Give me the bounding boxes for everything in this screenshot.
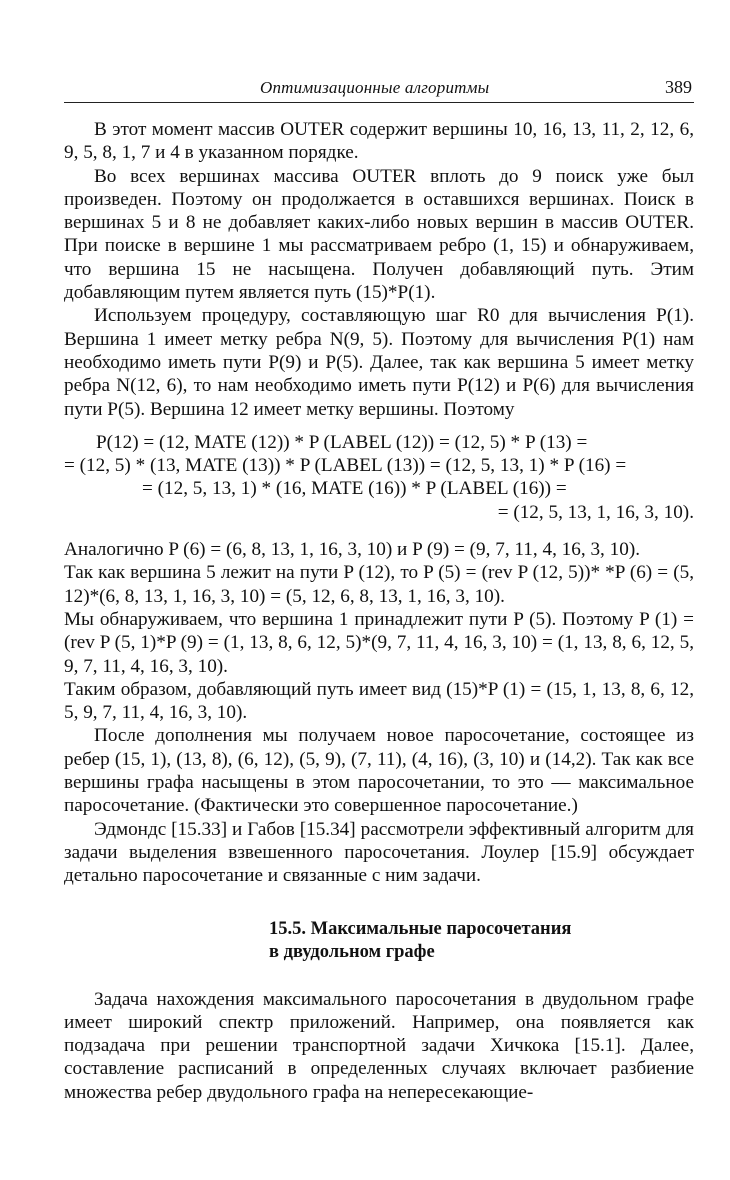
- equation-line: = (12, 5, 13, 1, 16, 3, 10).: [497, 501, 694, 523]
- paragraph-analogously: Аналогично P (6) = (6, 8, 13, 1, 16, 3, 10) и P (9) = (9, 7, 11, 4, 16, 3, 10).: [64, 539, 641, 561]
- paragraph-outer-array: В этот момент массив OUTER содержит вершины 10, 16, 13, 11, 2, 12, 6, 9, 5, 8, 1, 7 и 4 в указанном порядке.: [64, 119, 694, 164]
- paragraph-vertex-5: Так как вершина 5 лежит на пути P (12), то P (5) = (rev P (12, 5))* *P (6) = (5, 12)*(6, 8, 13, 1, 16, 3, 10) = (5, 12, 6, 8, 13, 1, 16, 3, 10).: [64, 562, 694, 607]
- equation-line: = (12, 5) * (13, MATE (13)) * P (LABEL (13)) = (12, 5, 13, 1) * P (16) =: [64, 455, 627, 477]
- paragraph-references: Эдмондс [15.33] и Габов [15.34] рассмотрели эффективный алгоритм для задачи выделения взвешенного паросочетания. Лоулер [15.9] обсуждает детально паросочетание и связанные с ним задачи.: [64, 818, 694, 887]
- section-heading-line-2: в двудольном графе: [269, 941, 435, 962]
- paragraph-vertex-1: Мы обнаруживаем, что вершина 1 принадлежит пути P (5). Поэтому P (1) = (rev P (5, 1)*P (9) = (1, 13, 8, 6, 12, 5)*(9, 7, 11, 4, 16, 3, 10) = (1, 13, 8, 6, 12, 5, 9, 7, 11, 4, 16, 3, 10).: [64, 608, 694, 677]
- equation-block: [64, 431, 694, 524]
- running-title: Оптимизационные алгоритмы: [260, 78, 490, 97]
- paragraph-r0-procedure: Используем процедуру, составляющую шаг R0 для вычисления P(1). Вершина 1 имеет метку ребра N(9, 5). Поэтому для вычисления P(1) нам необходимо иметь пути P(9) и P(5). Далее, так как вершина 5 имеет метку ребра N(12, 6), то нам необходимо иметь пути P(12) и P(6) для вычисления пути P(5). Вершина 12 имеет метку вершины. Поэтому: [64, 305, 694, 420]
- paragraph-bipartite-intro: Задача нахождения максимального паросочетания в двудольном графе имеет широкий спектр приложений. Например, она появляется как подзадача при решении транспортной задачи Хичкока [15.1]. Далее, составление расписаний в определенных случаях включает разбиение множества ребер двудольного графа на непересекающие-: [64, 988, 694, 1103]
- page-body: [64, 118, 694, 1104]
- equation-line: P(12) = (12, MATE (12)) * P (LABEL (12)) = (12, 5) * P (13) =: [96, 431, 588, 453]
- paragraph-search-continues: Во всех вершинах массива OUTER вплоть до 9 поиск уже был произведен. Поэтому он продолжается в оставшихся вершинах. Поиск в вершинах 5 и 8 не добавляет каких-либо новых вершин в массив OUTER. При поиске в вершине 1 мы рассматриваем ребро (1, 15) и обнаруживаем, что вершина 15 не насыщена. Получен добавляющий путь. Этим добавляющим путем является путь (15)*P(1).: [64, 165, 694, 304]
- equation-line: = (12, 5, 13, 1) * (16, MATE (16)) * P (LABEL (16)) =: [142, 478, 567, 500]
- paragraph-new-matching: После дополнения мы получаем новое паросочетание, состоящее из ребер (15, 1), (13, 8), (6, 12), (5, 9), (7, 11), (4, 16), (3, 10) и (14,2). Так как все вершины графа насыщены в этом паросочетании, то это — максимальное паросочетание. (Фактически это совершенное паросочетание.): [64, 725, 694, 817]
- page-number: 389: [665, 77, 692, 97]
- section-heading: [64, 918, 694, 964]
- paragraph-augmenting-path: Таким образом, добавляющий путь имеет вид (15)*P (1) = (15, 1, 13, 8, 6, 12, 5, 9, 7, 11, 4, 16, 3, 10).: [64, 678, 694, 724]
- section-heading-line-1: 15.5. Максимальные паросочетания: [269, 918, 572, 939]
- page-header: [64, 76, 694, 103]
